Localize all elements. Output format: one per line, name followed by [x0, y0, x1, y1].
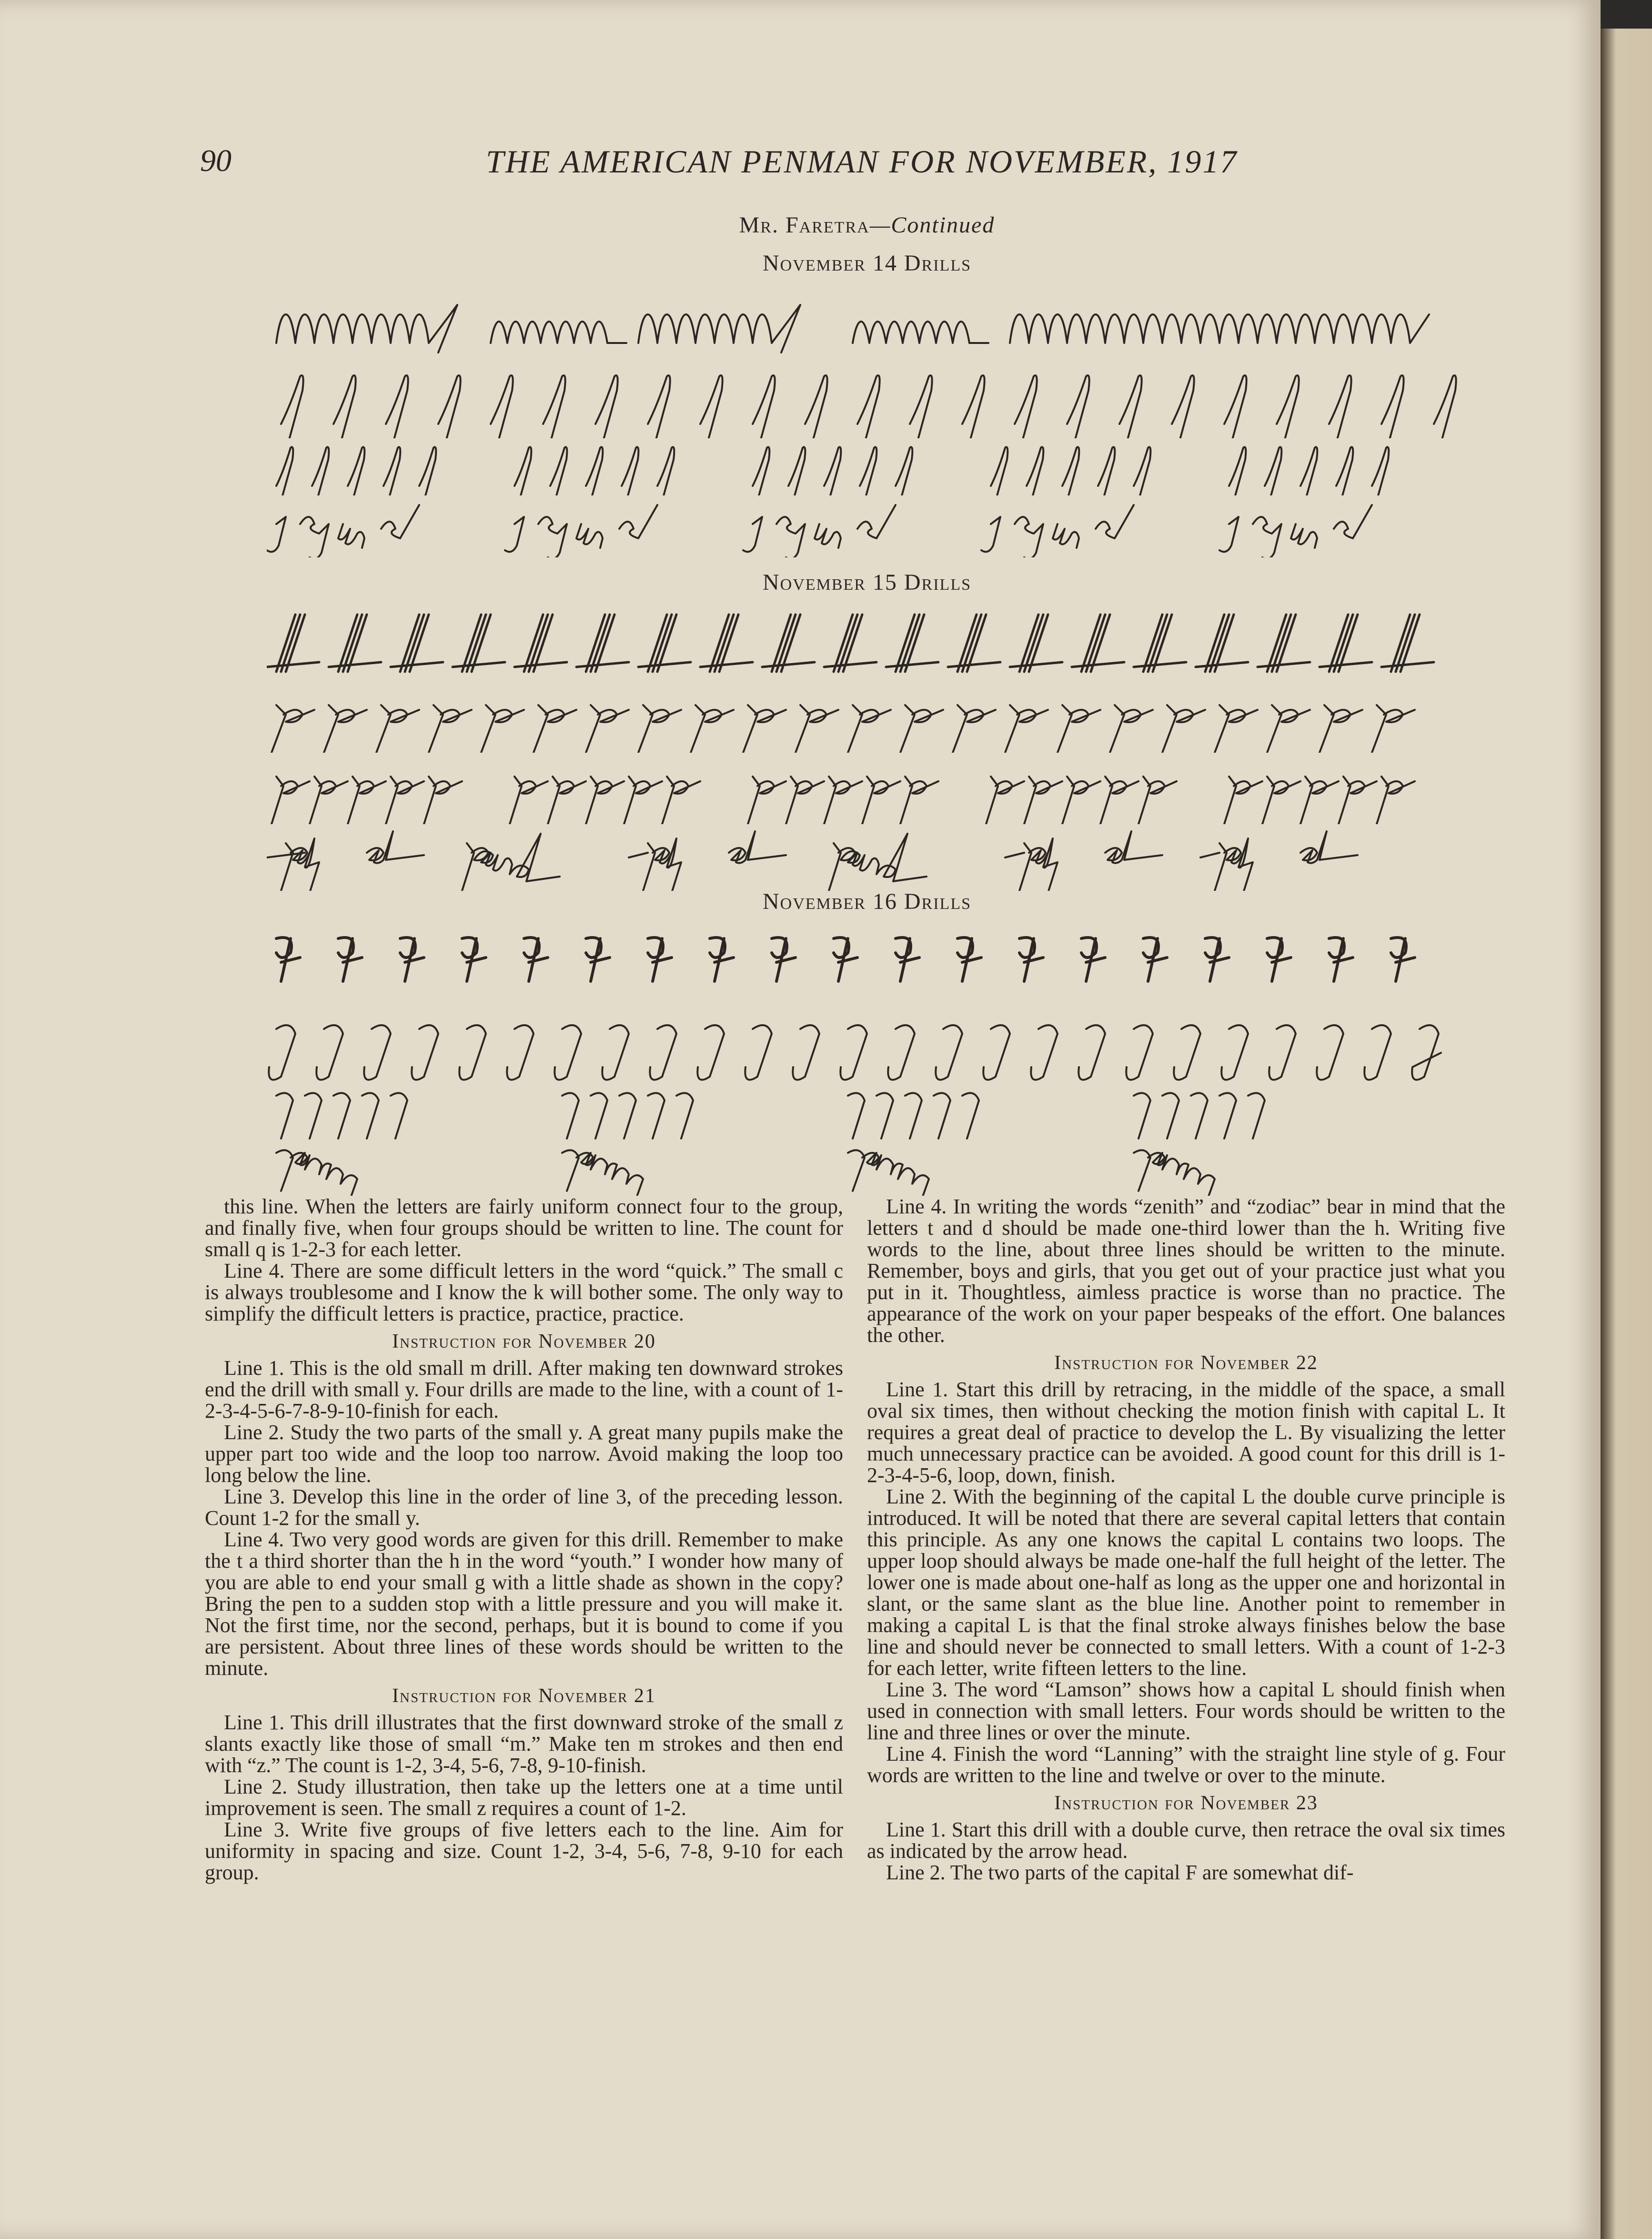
drill-line-jejune-words	[267, 495, 1477, 557]
paragraph: Line 1. Start this drill with a double curve, then retrace the oval six times as indicated by the arrow head.	[867, 1818, 1505, 1863]
drill-line-small-g-1	[267, 1010, 1477, 1081]
drill-line-pulpit-pound-words	[267, 824, 1477, 891]
paragraph: Line 1. This drill illustrates that the first downward stroke of the small z slants exactly like those of small “m.” Make ten m strokes and then end with “z.” The count is 1-2, 3-4, 5-6, 7-8, 9-10-finish.	[205, 1711, 843, 1777]
drill-line-gaining-words	[267, 1139, 1477, 1196]
paragraph: Line 1. This is the old small m drill. After making ten downward strokes end the drill with small y. Four drills are made to the line, with a count of 1-2-3-4-5-6-7-8-9-10-finish for each.	[205, 1356, 843, 1422]
author-line	[200, 212, 1534, 238]
section-heading: Instruction for November 23	[1054, 1792, 1318, 1814]
drill-line-small-g-2	[267, 1081, 1477, 1143]
paragraph: Line 1. Start this drill by retracing, in the middle of the space, a small oval six times, then without checking the motion finish with capital L. It requires a great deal of practice to develop the L. By visualizing the letter much unnecessary practice can be avoided. A good count for this drill is 1-2-3-4-5-6, loop, down, finish.	[867, 1378, 1505, 1487]
paragraph: Line 2. The two parts of the capital F are somewhat dif-	[886, 1861, 1354, 1884]
paragraph: Line 2. With the beginning of the capital L the double curve principle is introduced. It will be noted that there are several capital letters that contain this principle. As any one knows the capital L contains two loops. The upper loop should always be made one-half the full height of the letter. The lower one is made about one-half as long as the upper one and horizontal in slant, or the same slant as the blue line. Another point to remember in making a capital L is that the final stroke always finishes below the base line and should never be connected to small letters. With a count of 1-2-3 for each letter, write fifteen letters to the line.	[867, 1485, 1505, 1680]
paragraph: this line. When the letters are fairly uniform connect four to the group, and finally five, when four groups should be written to line. The count for small q is 1-2-3 for each letter.	[205, 1196, 843, 1261]
drill-line-small-f-1	[267, 367, 1477, 438]
section-heading: Instruction for November 20	[392, 1331, 656, 1352]
drill-line-small-f-2	[267, 438, 1477, 495]
drill-line-small-p-1	[267, 686, 1477, 753]
paragraph: Line 3. Write five groups of five letters each to the line. Aim for uniformity in spacing and size. Count 1-2, 3-4, 5-6, 7-8, 9-10 for each group.	[205, 1818, 843, 1884]
drill-line-push-pull-strokes	[267, 610, 1477, 676]
drill-heading-nov14: November 14 Drills	[762, 251, 971, 276]
paragraph: Line 2. Study illustration, then take up the letters one at a time until improvement is seen. The small z requires a count of 1-2.	[205, 1775, 843, 1820]
facing-page-edge	[1601, 29, 1652, 2239]
drill-line-shaded-q	[267, 929, 1477, 991]
section-heading: Instruction for November 22	[1054, 1352, 1318, 1374]
section-heading: Instruction for November 21	[392, 1685, 656, 1707]
page-header	[200, 143, 1296, 195]
drill-heading-nov16: November 16 Drills	[762, 889, 971, 914]
paragraph: Line 3. The word “Lamson” shows how a capital L should finish when used in connection with small letters. Four words should be written to the line and three lines or over the minute.	[867, 1678, 1505, 1744]
paragraph: Line 3. Develop this line in the order of line 3, of the preceding lesson. Count 1-2 for the small y.	[205, 1485, 843, 1530]
paragraph: Line 2. Study the two parts of the small y. A great many pupils make the upper part too wide and the loop too narrow. Avoid making the loop too long below the line.	[205, 1421, 843, 1487]
text-column-left	[205, 1196, 843, 2196]
drill-heading-nov15: November 15 Drills	[762, 570, 971, 595]
paragraph: Line 4. There are some difficult letters in the word “quick.” The small c is always troublesome and I know the k will bother some. The only way to simplify the difficult letters is practice, practice, practice.	[205, 1259, 843, 1325]
author-name: Mr. Faretra	[739, 212, 870, 238]
drill-line-ovals-and-loops	[267, 295, 1477, 357]
page-number: 90	[200, 143, 232, 178]
running-title: THE AMERICAN PENMAN FOR NOVEMBER, 1917	[486, 143, 1238, 180]
paragraph: Line 4. Finish the word “Lanning” with the straight line style of g. Four words are written to the line and twelve or over to the minute.	[867, 1742, 1505, 1787]
continued-label: —Continued	[869, 212, 995, 238]
text-column-right	[867, 1196, 1505, 2196]
drill-line-small-p-2	[267, 757, 1477, 824]
paragraph: Line 4. In writing the words “zenith” and “zodiac” bear in mind that the letters t and d should be made one-third lower than the h. Writing five words to the line, about three lines should be written to the minute. Remember, boys and girls, that you get out of your practice just what you put in it. Thoughtless, aimless practice is worse than no practice. The appearance of the work on your paper bespeaks of the effort. One balances the other.	[867, 1196, 1505, 1347]
paragraph: Line 4. Two very good words are given for this drill. Remember to make the t a third shorter than the h in the word “youth.” I wonder how many of you are able to end your small g with a little shade as shown in the copy? Bring the pen to a sudden stop with a little pressure and you will make it. Not the first time, nor the second, perhaps, but it is bound to come if you are persistent. About three lines of these words should be written to the minute.	[205, 1528, 843, 1680]
